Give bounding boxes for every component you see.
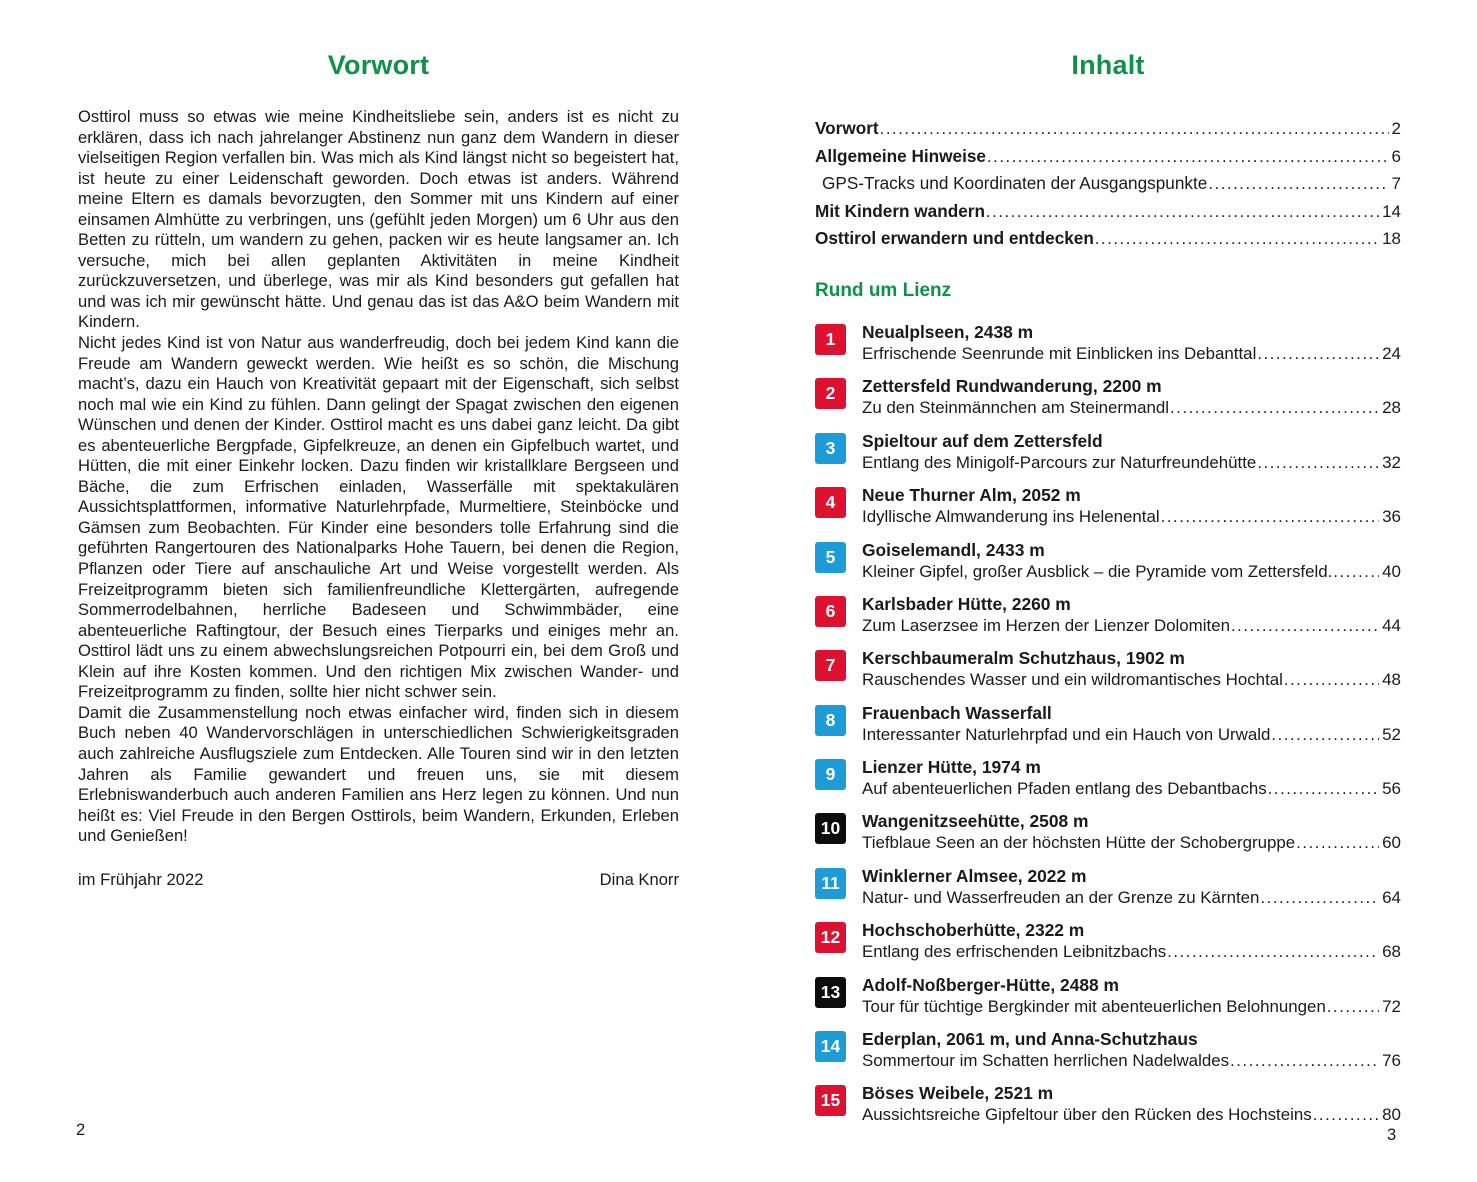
tour-subtitle-row (862, 506, 1401, 529)
tour-subtitle-row (862, 343, 1401, 366)
tour-page: 52 (1382, 724, 1401, 744)
folio-left-page-number: 2 (76, 1121, 86, 1139)
toc-entry (815, 115, 1401, 143)
tour-page: 72 (1382, 996, 1401, 1016)
tour-number-badge: 10 (815, 813, 846, 844)
tour-entry (815, 539, 1401, 584)
tour-number-badge: 12 (815, 922, 846, 953)
tour-content (862, 974, 1401, 1019)
tour-content (862, 810, 1401, 855)
preface-title: Vorwort (327, 50, 430, 80)
toc-entry-label: Mit Kindern wandern (815, 200, 985, 221)
tour-content (862, 375, 1401, 420)
tour-subtitle-row (862, 996, 1401, 1019)
tour-entry (815, 756, 1401, 801)
toc-entry (815, 143, 1401, 171)
tour-number-badge: 15 (815, 1085, 846, 1116)
dot-leader (880, 115, 1389, 143)
tour-title: Hochschoberhütte, 2322 m (862, 920, 1085, 941)
toc-entry-page: 14 (1382, 201, 1401, 221)
toc-entry-label: Osttirol erwandern und entdecken (815, 228, 1094, 249)
preface-paragraph-2: Nicht jedes Kind ist von Natur aus wanderfreudig, doch bei jedem Kind kann die Freude am Wandern geweckt werden. Wie heißt es so schön, die Mischung macht’s, dazu ein Hauch von Kreativität gepaart mit der Eigenschaft, sich selbst noch mal wie ein Kind zu fühlen. Dann gelingt der Spagat zwischen den eigenen Wünschen und denen der Kinder. Osttirol macht es uns dabei ganz leicht. Da gibt es abenteuerliche Bergpfade, Gipfelkreuze, an denen ein Gipfelbuch wartet, und Hütten, die mit einer Einkehr locken. Dazu finden wir kristallklare Bergseen und Bäche, die zum Erfrischen einladen, Wasserfälle mit spektakulären Aussichtsplattformen, informative Naturlehrpfade, Murmeltiere, Steinböcke und Gämsen zum Beobachten. Für Kinder eine besonders tolle Erfahrung sind die geführten Rangertouren des Nationalparks Hohe Tauern, bei denen die Region, Pflanzen oder Tiere auf anschauliche Art und Weise vorgestellt werden. Als Freizeitprogramm bieten sich familienfreundliche Klettergärten, aufregende Sommerrodelbahnen, herrliche Badeseen und Schwimmbäder, eine abenteuerliche Raftingtour, der Besuch eines Tierparks und einiges mehr an. Osttirol lädt uns zu einem abwechslungsreichen Potpourri ein, bei dem Groß und Klein auf ihre Kosten kommen. Und den richtigen Mix zwischen Wander- und Freizeitprogramm zu finden, sollte hier nicht schwer sein. (78, 333, 679, 702)
tour-subtitle-row (862, 724, 1401, 747)
tour-subtitle-row (862, 832, 1401, 855)
tour-content (862, 756, 1401, 801)
toc-entry-page: 7 (1391, 174, 1401, 194)
tour-subtitle-row (862, 887, 1401, 910)
dot-leader (1095, 225, 1379, 253)
tour-page: 48 (1382, 670, 1401, 690)
tour-page: 32 (1382, 452, 1401, 472)
tour-content (862, 647, 1401, 692)
toc-entry-label: GPS-Tracks und Koordinaten der Ausgangspunkte (822, 173, 1208, 194)
tour-page: 28 (1382, 398, 1401, 418)
tour-subtitle: Kleiner Gipfel, großer Ausblick – die Pyramide vom Zettersfeld. (862, 561, 1333, 581)
toc-entry (815, 225, 1401, 253)
dot-leader (1257, 343, 1379, 366)
tour-subtitle: Entlang des erfrischenden Leibnitzbachs (862, 942, 1167, 962)
tour-entry (815, 321, 1401, 366)
tour-number-badge: 11 (815, 868, 846, 899)
dot-leader (986, 198, 1379, 226)
tour-title: Zettersfeld Rundwanderung, 2200 m (862, 376, 1162, 397)
tour-number-badge: 13 (815, 977, 846, 1008)
tour-content (862, 321, 1401, 366)
dot-leader (987, 143, 1389, 171)
tour-subtitle: Tiefblaue Seen an der höchsten Hütte der Schobergruppe (862, 833, 1296, 853)
tour-entry (815, 1028, 1401, 1073)
dot-leader (1271, 724, 1379, 747)
signature-row (78, 870, 679, 890)
tour-entry (815, 810, 1401, 855)
tour-page: 76 (1382, 1051, 1401, 1071)
toc-entry-page: 6 (1391, 146, 1401, 166)
section-heading-rund-um-lienz: Rund um Lienz (815, 279, 952, 301)
tour-title: Adolf-Noßberger-Hütte, 2488 m (862, 974, 1120, 995)
tour-page: 80 (1382, 1105, 1401, 1125)
tour-subtitle: Idyllische Almwanderung ins Helenental (862, 507, 1160, 527)
tour-entry (815, 430, 1401, 475)
dot-leader (1333, 561, 1379, 584)
toc-entry-page: 18 (1382, 229, 1401, 249)
dot-leader (1170, 397, 1379, 420)
tour-entry (815, 593, 1401, 638)
tour-number-badge: 6 (815, 596, 846, 627)
toc-entry (815, 170, 1401, 198)
tour-title: Ederplan, 2061 m, und Anna-Schutzhaus (862, 1029, 1198, 1050)
tour-content (862, 702, 1401, 747)
tour-page: 44 (1382, 615, 1401, 635)
tour-title: Neue Thurner Alm, 2052 m (862, 485, 1081, 506)
preface-body (78, 107, 679, 847)
tour-number-badge: 5 (815, 542, 846, 573)
tour-list (815, 321, 1401, 1127)
tour-subtitle-row (862, 452, 1401, 475)
tour-entry (815, 484, 1401, 529)
tour-subtitle: Tour für tüchtige Bergkinder mit abenteuerlichen Belohnungen (862, 996, 1326, 1016)
tour-title: Böses Weibele, 2521 m (862, 1083, 1054, 1104)
tour-page: 36 (1382, 507, 1401, 527)
tour-content (862, 1082, 1401, 1127)
dot-leader (1167, 941, 1379, 964)
dot-leader (1208, 170, 1388, 198)
tour-subtitle-row (862, 941, 1401, 964)
tour-entry (815, 647, 1401, 692)
tour-content (862, 865, 1401, 910)
tour-content (862, 919, 1401, 964)
dot-leader (1161, 506, 1379, 529)
tour-title: Goiselemandl, 2433 m (862, 539, 1045, 560)
dot-leader (1260, 887, 1379, 910)
tour-content (862, 539, 1401, 584)
tour-subtitle-row (862, 561, 1401, 584)
tour-page: 56 (1382, 779, 1401, 799)
tour-entry (815, 974, 1401, 1019)
tour-subtitle: Interessanter Naturlehrpfad und ein Hauch von Urwald (862, 724, 1271, 744)
tour-entry (815, 702, 1401, 747)
preface-page (78, 50, 679, 890)
tour-subtitle-row (862, 778, 1401, 801)
dot-leader (1231, 615, 1379, 638)
tour-title: Kerschbaumeralm Schutzhaus, 1902 m (862, 648, 1185, 669)
tour-subtitle: Zum Laserzsee im Herzen der Lienzer Dolomiten (862, 615, 1230, 635)
folio-right-page-number: 3 (1387, 1126, 1397, 1144)
toc-entry-label: Allgemeine Hinweise (815, 145, 986, 166)
preface-paragraph-3: Damit die Zusammenstellung noch etwas einfacher wird, finden sich in diesem Buch neben 40 Wandervorschlägen in unterschiedlichen Schwierigkeitsgraden auch zahlreiche Ausflugsziele zum Entdecken. Alle Touren sind wir in den letzten Jahren als Familie gewandert und freuen uns, sie mit diesem Erlebniswanderbuch auch anderen Familien ans Herz legen zu können. Und nun heißt es: Viel Freude in den Bergen Osttirols, beim Wandern, Erkunden, Erleben und Genießen! (78, 702, 679, 846)
tour-title: Winklerner Almsee, 2022 m (862, 865, 1087, 886)
tour-page: 64 (1382, 887, 1401, 907)
tour-page: 24 (1382, 343, 1401, 363)
tour-subtitle-row (862, 397, 1401, 420)
tour-subtitle-row (862, 615, 1401, 638)
toc-title: Inhalt (1071, 50, 1145, 80)
tour-title: Neualplseen, 2438 m (862, 321, 1034, 342)
tour-entry (815, 1082, 1401, 1127)
tour-title: Karlsbader Hütte, 2260 m (862, 593, 1071, 614)
tour-subtitle-row (862, 1104, 1401, 1127)
tour-subtitle: Zu den Steinmännchen am Steinermandl (862, 398, 1170, 418)
signature-author: Dina Knorr (599, 869, 679, 889)
toc-page (815, 50, 1401, 1137)
tour-content (862, 484, 1401, 529)
tour-entry (815, 865, 1401, 910)
tour-title: Spieltour auf dem Zettersfeld (862, 430, 1103, 451)
tour-number-badge: 4 (815, 487, 846, 518)
tour-subtitle: Erfrischende Seenrunde mit Einblicken ins Debanttal (862, 343, 1257, 363)
preface-paragraph-1: Osttirol muss so etwas wie meine Kindheitsliebe sein, anders ist es nicht zu erklären, dass ich nach jahrelanger Abstinenz nun ganz dem Wandern in dieser vielseitigen Region verfallen bin. Was mich als Kind längst nicht so begeistert hat, ist heute zu einer Leidenschaft geworden. Doch etwas ist anders. Während meine Eltern es damals bevorzugten, den Sommer mit uns Kindern auf einer einsamen Almhütte zu verbringen, uns (gefühlt jeden Morgen) um 6 Uhr aus den Betten zu rütteln, um wandern zu gehen, packen wir es heute langsamer an. Ich versuche, mich bei allen geplanten Aktivitäten in meine Kindheit zurückzuversetzen, und überlege, was mir als Kind besonders gut gefallen hat und was ich mir gewünscht hätte. Und genau das ist das A&O beim Wandern mit Kindern. (78, 107, 679, 332)
tour-number-badge: 9 (815, 759, 846, 790)
tour-content (862, 593, 1401, 638)
tour-subtitle: Entlang des Minigolf-Parcours zur Naturfreundehütte (862, 452, 1257, 472)
tour-subtitle-row (862, 669, 1401, 692)
tour-page: 68 (1382, 942, 1401, 962)
tour-title: Wangenitzseehütte, 2508 m (862, 811, 1089, 832)
tour-number-badge: 3 (815, 433, 846, 464)
tour-number-badge: 1 (815, 324, 846, 355)
tour-number-badge: 2 (815, 378, 846, 409)
tour-entry (815, 375, 1401, 420)
tour-content (862, 430, 1401, 475)
dot-leader (1296, 832, 1379, 855)
dot-leader (1313, 1104, 1379, 1127)
tour-content (862, 1028, 1401, 1073)
dot-leader (1268, 778, 1379, 801)
dot-leader (1284, 669, 1379, 692)
signature-date: im Frühjahr 2022 (78, 869, 204, 889)
tour-subtitle-row (862, 1050, 1401, 1073)
tour-subtitle: Rauschendes Wasser und ein wildromantisches Hochtal (862, 670, 1283, 690)
tour-subtitle: Aussichtsreiche Gipfeltour über den Rücken des Hochsteins (862, 1105, 1312, 1125)
tour-number-badge: 7 (815, 650, 846, 681)
toc-entry-page: 2 (1391, 119, 1401, 138)
tour-subtitle: Sommertour im Schatten herrlichen Nadelwaldes (862, 1051, 1230, 1071)
tour-entry (815, 919, 1401, 964)
toc-entry-label: Vorwort (815, 118, 879, 138)
tour-page: 40 (1382, 561, 1401, 581)
dot-leader (1327, 996, 1379, 1019)
toc-entry (815, 198, 1401, 226)
tour-subtitle: Natur- und Wasserfreuden an der Grenze zu Kärnten (862, 887, 1260, 907)
tour-title: Lienzer Hütte, 1974 m (862, 757, 1041, 778)
tour-title: Frauenbach Wasserfall (862, 702, 1052, 723)
dot-leader (1257, 452, 1379, 475)
tour-page: 60 (1382, 833, 1401, 853)
tour-subtitle: Auf abenteuerlichen Pfaden entlang des Debantbachs (862, 779, 1267, 799)
tour-number-badge: 8 (815, 705, 846, 736)
dot-leader (1230, 1050, 1379, 1073)
front-entries (815, 115, 1401, 253)
tour-number-badge: 14 (815, 1031, 846, 1062)
